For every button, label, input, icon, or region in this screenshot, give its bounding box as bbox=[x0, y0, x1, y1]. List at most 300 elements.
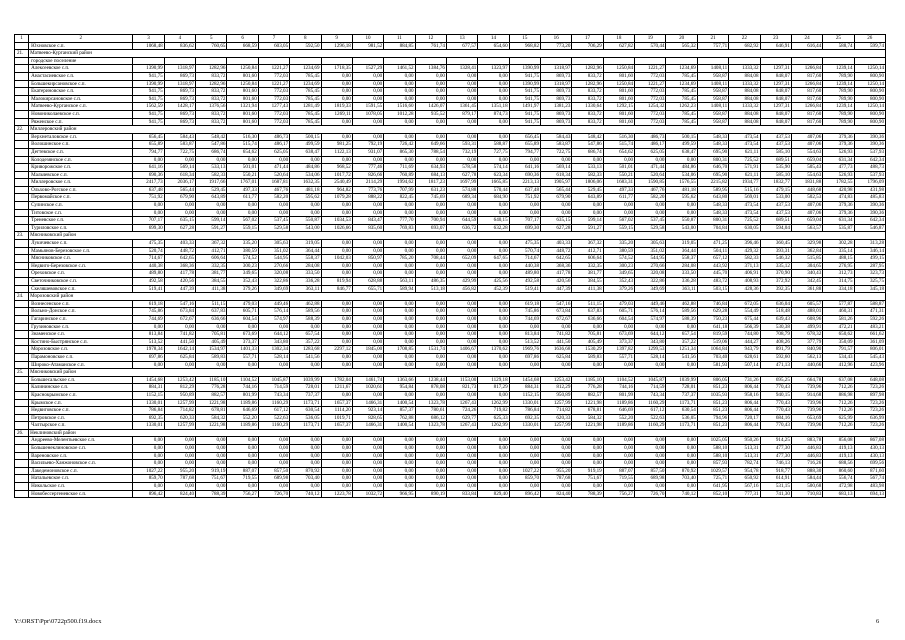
value-cell: 686,12 bbox=[415, 414, 446, 422]
value-cell: 955,20 bbox=[164, 467, 195, 475]
value-cell: 769,83 bbox=[384, 224, 415, 232]
value-cell: 0,00 bbox=[227, 202, 258, 210]
value-cell: 643,80 bbox=[697, 194, 728, 202]
settlement-name: Костино-Быстрянское с.п. bbox=[29, 338, 133, 346]
value-cell: 888,22 bbox=[352, 194, 383, 202]
value-cell: 548,33 bbox=[697, 141, 728, 149]
value-cell: 968,52 bbox=[321, 164, 352, 172]
value-cell: 1516,60 bbox=[384, 103, 415, 111]
value-cell: 516,30 bbox=[603, 133, 634, 141]
value-cell: 588,10 bbox=[697, 445, 728, 453]
row-number-cell bbox=[15, 103, 29, 111]
value-cell: 361,88 bbox=[791, 285, 822, 293]
settlement-name: Юхновское с.п. bbox=[29, 42, 133, 50]
value-cell: 636,99 bbox=[854, 414, 885, 422]
row-number-cell bbox=[15, 490, 29, 498]
value-cell: 857,93 bbox=[697, 460, 728, 468]
value-cell: 1408,11 bbox=[697, 103, 728, 111]
value-cell: 848,07 bbox=[760, 110, 791, 118]
value-cell: 725,52 bbox=[729, 217, 760, 225]
value-cell: 473,54 bbox=[729, 209, 760, 217]
value-cell: 770,43 bbox=[760, 399, 791, 407]
value-cell: 958,87 bbox=[697, 72, 728, 80]
value-cell: 1221,27 bbox=[258, 65, 289, 73]
value-cell: 1576,55 bbox=[666, 179, 697, 187]
value-cell: 1152,15 bbox=[133, 391, 164, 399]
value-cell: 571,91 bbox=[729, 164, 760, 172]
value-cell: 367,32 bbox=[196, 240, 227, 248]
value-cell: 704,84 bbox=[697, 224, 728, 232]
value-cell: 420,98 bbox=[823, 186, 854, 194]
value-cell: 440,38 bbox=[509, 262, 540, 270]
value-cell: 0,00 bbox=[227, 452, 258, 460]
table-row bbox=[15, 490, 886, 498]
value-cell: 425,56 bbox=[478, 278, 509, 286]
value-cell: 0,00 bbox=[384, 437, 415, 445]
value-cell: 869,73 bbox=[541, 110, 572, 118]
value-cell: 0,00 bbox=[478, 72, 509, 80]
value-cell: 712,26 bbox=[823, 384, 854, 392]
value-cell: 887,07 bbox=[227, 467, 258, 475]
value-cell bbox=[133, 57, 164, 65]
value-cell: 567,02 bbox=[603, 217, 634, 225]
value-cell: 1426,07 bbox=[415, 103, 446, 111]
value-cell: 760,65 bbox=[196, 42, 227, 50]
value-cell: 686,74 bbox=[196, 148, 227, 156]
value-cell: 677,57 bbox=[446, 42, 477, 50]
value-cell: 751,92 bbox=[133, 194, 164, 202]
table-row bbox=[15, 278, 886, 286]
value-cell: 0,00 bbox=[635, 361, 666, 369]
value-cell: 0,00 bbox=[352, 331, 383, 339]
value-cell: 484,86 bbox=[290, 164, 321, 172]
value-cell: 0,00 bbox=[384, 262, 415, 270]
value-cell: 0,00 bbox=[384, 452, 415, 460]
value-cell: 0,00 bbox=[352, 338, 383, 346]
value-cell: 801,60 bbox=[227, 118, 258, 126]
value-cell: 1687,81 bbox=[258, 179, 289, 187]
value-cell: 772,03 bbox=[635, 95, 666, 103]
value-cell: 0,00 bbox=[603, 483, 634, 491]
value-cell: 851,23 bbox=[697, 399, 728, 407]
value-cell: 370,90 bbox=[760, 270, 791, 278]
column-number: 24 bbox=[791, 35, 822, 43]
value-cell: 0,00 bbox=[352, 300, 383, 308]
value-cell: 824,40 bbox=[541, 490, 572, 498]
value-cell: 1683,31 bbox=[603, 179, 634, 187]
value-cell: 437,53 bbox=[760, 141, 791, 149]
value-cell: 751,67 bbox=[196, 475, 227, 483]
value-cell: 0,00 bbox=[478, 88, 509, 96]
value-cell: 637,83 bbox=[572, 308, 603, 316]
value-cell: 1401,33 bbox=[227, 346, 258, 354]
table-row bbox=[15, 391, 886, 399]
value-cell: 449,46 bbox=[258, 300, 289, 308]
value-cell: 1328,41 bbox=[446, 65, 477, 73]
value-cell: 0,00 bbox=[384, 483, 415, 491]
value-cell: 0,00 bbox=[446, 483, 477, 491]
value-cell: 0,00 bbox=[478, 300, 509, 308]
value-cell: 744,69 bbox=[133, 315, 164, 323]
value-cell: 800,90 bbox=[854, 72, 885, 80]
value-cell: 0,00 bbox=[352, 262, 383, 270]
value-cell: 919,19 bbox=[196, 467, 227, 475]
value-cell: 835,60 bbox=[352, 224, 383, 232]
value-cell: 1250,84 bbox=[603, 65, 634, 73]
value-cell: 785,45 bbox=[666, 110, 697, 118]
value-cell: 703,40 bbox=[290, 475, 321, 483]
value-cell: 623,34 bbox=[478, 171, 509, 179]
value-cell: 0,00 bbox=[415, 315, 446, 323]
value-cell: 529,45 bbox=[572, 186, 603, 194]
value-cell: 785,45 bbox=[290, 88, 321, 96]
value-cell: 582,33 bbox=[729, 255, 760, 263]
value-cell: 0,00 bbox=[133, 209, 164, 217]
value-cell: 788,54 bbox=[415, 148, 446, 156]
value-cell: 1257,99 bbox=[541, 422, 572, 430]
value-cell: 0,00 bbox=[478, 270, 509, 278]
settlement-name: Мамьянов-Березовское с.п. bbox=[29, 247, 133, 255]
table-row bbox=[15, 80, 886, 88]
value-cell: 1782,55 bbox=[823, 179, 854, 187]
value-cell: 1034,53 bbox=[321, 217, 352, 225]
value-cell: 429,32 bbox=[729, 247, 760, 255]
value-cell: 519,41 bbox=[509, 285, 540, 293]
value-cell: 0,00 bbox=[133, 202, 164, 210]
value-cell: 0,00 bbox=[478, 331, 509, 339]
column-number: 23 bbox=[760, 35, 791, 43]
value-cell: 0,00 bbox=[384, 331, 415, 339]
row-number-cell bbox=[15, 452, 29, 460]
value-cell: 390,36 bbox=[854, 133, 885, 141]
value-cell: 342,45 bbox=[791, 278, 822, 286]
value-cell: 761,74 bbox=[415, 42, 446, 50]
value-cell bbox=[854, 57, 885, 65]
value-cell: 636,66 bbox=[572, 315, 603, 323]
row-number-cell bbox=[15, 148, 29, 156]
value-cell: 0,00 bbox=[384, 95, 415, 103]
value-cell: 1406,67 bbox=[446, 346, 477, 354]
district-header-row bbox=[15, 293, 886, 301]
value-cell: 604,54 bbox=[603, 315, 634, 323]
value-cell: 833,72 bbox=[196, 118, 227, 126]
value-cell: 0,00 bbox=[478, 338, 509, 346]
value-cell: 1239,14 bbox=[823, 80, 854, 88]
value-cell: 1239,14 bbox=[823, 65, 854, 73]
value-cell: 529,58 bbox=[635, 224, 666, 232]
value-cell: 707,99 bbox=[384, 186, 415, 194]
value-cell: 1045,87 bbox=[258, 376, 289, 384]
value-cell: 1318,97 bbox=[164, 65, 195, 73]
value-cell: 637,48 bbox=[133, 186, 164, 194]
value-cell: 0,00 bbox=[384, 247, 415, 255]
value-cell: 1160,29 bbox=[635, 399, 666, 407]
value-cell: 0,00 bbox=[352, 460, 383, 468]
value-cell: 484,86 bbox=[666, 164, 697, 172]
value-cell: 848,07 bbox=[760, 88, 791, 96]
value-cell: 407,06 bbox=[791, 141, 822, 149]
value-cell: 0,00 bbox=[446, 88, 477, 96]
value-cell: 0,00 bbox=[164, 361, 195, 369]
row-number-cell bbox=[15, 285, 29, 293]
value-cell: 714,67 bbox=[133, 255, 164, 263]
value-cell: 631,34 bbox=[823, 217, 854, 225]
value-cell: 0,00 bbox=[258, 460, 289, 468]
value-cell: 541,56 bbox=[290, 353, 321, 361]
value-cell: 500,15 bbox=[666, 133, 697, 141]
value-cell: 0,00 bbox=[603, 452, 634, 460]
value-cell: 1297,31 bbox=[760, 80, 791, 88]
value-cell: 584,32 bbox=[196, 414, 227, 422]
value-cell: 565,44 bbox=[164, 186, 195, 194]
table-row bbox=[15, 133, 886, 141]
value-cell: 312,73 bbox=[823, 270, 854, 278]
value-cell: 479,03 bbox=[603, 300, 634, 308]
value-cell: 641,16 bbox=[509, 164, 540, 172]
value-cell: 0,00 bbox=[164, 452, 195, 460]
value-cell: 697,86 bbox=[509, 353, 540, 361]
value-cell: 726,42 bbox=[384, 141, 415, 149]
value-cell: 452,39 bbox=[478, 285, 509, 293]
value-cell: 787,68 bbox=[541, 475, 572, 483]
row-number-cell bbox=[15, 65, 29, 73]
value-cell: 817,60 bbox=[791, 72, 822, 80]
value-cell: 0,00 bbox=[352, 323, 383, 331]
column-number: 12 bbox=[415, 35, 446, 43]
value-cell: 0,00 bbox=[541, 202, 572, 210]
value-cell: 647,65 bbox=[478, 255, 509, 263]
value-cell: 705,81 bbox=[572, 331, 603, 339]
value-cell: 788,39 bbox=[572, 490, 603, 498]
value-cell: 833,72 bbox=[196, 88, 227, 96]
value-cell: 0,00 bbox=[446, 445, 477, 453]
value-cell: 0,00 bbox=[321, 323, 352, 331]
value-cell: 1221,27 bbox=[635, 80, 666, 88]
value-cell: 1064,84 bbox=[697, 346, 728, 354]
value-cell: 377,79 bbox=[791, 338, 822, 346]
value-cell: 588,10 bbox=[697, 452, 728, 460]
value-cell: 1333,32 bbox=[729, 65, 760, 73]
value-cell: 0,00 bbox=[415, 118, 446, 126]
value-cell: 547,86 bbox=[572, 141, 603, 149]
value-cell bbox=[478, 57, 509, 65]
value-cell: 0,00 bbox=[446, 315, 477, 323]
value-cell: 528,14 bbox=[635, 353, 666, 361]
value-cell: 0,00 bbox=[478, 323, 509, 331]
value-cell: 1832,77 bbox=[760, 179, 791, 187]
value-cell: 1234,69 bbox=[290, 80, 321, 88]
value-cell: 594,04 bbox=[760, 224, 791, 232]
value-cell: 785,45 bbox=[290, 72, 321, 80]
table-row bbox=[15, 164, 886, 172]
value-cell: 789,90 bbox=[823, 88, 854, 96]
value-cell: 1267,43 bbox=[446, 399, 477, 407]
value-cell: 1153,00 bbox=[446, 376, 477, 384]
column-number: 17 bbox=[572, 35, 603, 43]
value-cell: 1160,29 bbox=[258, 399, 289, 407]
district-header-row bbox=[15, 429, 886, 437]
value-cell: 349,69 bbox=[258, 285, 289, 293]
value-cell: 333,50 bbox=[666, 270, 697, 278]
value-cell: 420,56 bbox=[541, 278, 572, 286]
value-cell: 723,26 bbox=[854, 407, 885, 415]
value-cell: 0,00 bbox=[196, 323, 227, 331]
value-cell: 964,82 bbox=[321, 186, 352, 194]
value-cell: 0,00 bbox=[478, 118, 509, 126]
value-cell: 757,71 bbox=[697, 42, 728, 50]
value-cell: 0,00 bbox=[446, 308, 477, 316]
value-cell: 822,45 bbox=[384, 194, 415, 202]
value-cell: 569,01 bbox=[729, 194, 760, 202]
value-cell: 744,16 bbox=[603, 384, 634, 392]
value-cell: 583,87 bbox=[164, 141, 195, 149]
value-cell: 467,76 bbox=[258, 186, 289, 194]
value-cell: 1370,62 bbox=[478, 346, 509, 354]
value-cell: 0,00 bbox=[415, 460, 446, 468]
value-cell: 833,72 bbox=[572, 118, 603, 126]
column-number: 9 bbox=[321, 35, 352, 43]
value-cell: 489,80 bbox=[133, 270, 164, 278]
value-cell: 603,05 bbox=[258, 42, 289, 50]
value-cell: 888,30 bbox=[791, 467, 822, 475]
value-cell: 345,18 bbox=[854, 285, 885, 293]
value-cell: 833,72 bbox=[196, 72, 227, 80]
table-row bbox=[15, 240, 886, 248]
value-cell: 632,28 bbox=[478, 224, 509, 232]
row-number-cell bbox=[15, 270, 29, 278]
row-number-cell bbox=[15, 278, 29, 286]
value-cell: 871,60 bbox=[854, 467, 885, 475]
value-cell: 0,00 bbox=[509, 437, 540, 445]
row-number-cell bbox=[15, 118, 29, 126]
row-number-cell bbox=[15, 42, 29, 50]
value-cell: 0,00 bbox=[603, 202, 634, 210]
value-cell: 412,71 bbox=[196, 247, 227, 255]
value-cell: 789,90 bbox=[823, 72, 854, 80]
district-header-row bbox=[15, 369, 886, 377]
value-cell: 314,75 bbox=[823, 278, 854, 286]
value-cell: 636,04 bbox=[760, 300, 791, 308]
value-cell: 1330,64 bbox=[572, 103, 603, 111]
value-cell: 833,72 bbox=[572, 72, 603, 80]
value-cell: 642,34 bbox=[854, 156, 885, 164]
value-cell: 471,13 bbox=[760, 361, 791, 369]
value-cell: 550,87 bbox=[666, 217, 697, 225]
value-cell: 0,00 bbox=[196, 202, 227, 210]
value-cell: 914,25 bbox=[760, 437, 791, 445]
value-cell: 772,03 bbox=[258, 88, 289, 96]
value-cell: 833,72 bbox=[572, 110, 603, 118]
value-cell: 0,00 bbox=[572, 483, 603, 491]
value-cell: 0,00 bbox=[509, 156, 540, 164]
value-cell: 335,20 bbox=[603, 240, 634, 248]
value-cell: 777,46 bbox=[352, 164, 383, 172]
value-cell: 1817,23 bbox=[415, 179, 446, 187]
value-cell: 722,75 bbox=[164, 148, 195, 156]
value-cell: 0,00 bbox=[133, 437, 164, 445]
value-cell: 1590,85 bbox=[635, 179, 666, 187]
value-cell: 1330,01 bbox=[509, 422, 540, 430]
value-cell: 0,00 bbox=[509, 445, 540, 453]
value-cell: 0,00 bbox=[258, 202, 289, 210]
value-cell: 471,44 bbox=[258, 164, 289, 172]
value-cell: 0,00 bbox=[541, 209, 572, 217]
value-cell: 403,33 bbox=[164, 240, 195, 248]
value-cell: 1221,98 bbox=[572, 399, 603, 407]
value-cell: 390,36 bbox=[854, 141, 885, 149]
value-cell: 672,05 bbox=[729, 300, 760, 308]
settlement-name: Новониколаевское с.п. bbox=[29, 110, 133, 118]
settlement-name: Дегтевское с.п. bbox=[29, 148, 133, 156]
value-cell: 380,59 bbox=[603, 247, 634, 255]
district-number: 26. bbox=[15, 429, 29, 437]
value-cell: 0,00 bbox=[290, 483, 321, 491]
district-header-row bbox=[15, 232, 886, 240]
value-cell: 777,31 bbox=[729, 490, 760, 498]
settlement-name: Алексеевское с.п. bbox=[29, 65, 133, 73]
value-cell: 1708,85 bbox=[384, 346, 415, 354]
value-cell: 785,45 bbox=[290, 95, 321, 103]
value-cell: 0,00 bbox=[572, 460, 603, 468]
value-cell: 1122,13 bbox=[321, 148, 352, 156]
value-cell: 0,00 bbox=[227, 209, 258, 217]
value-cell: 654,62 bbox=[603, 148, 634, 156]
value-cell: 0,00 bbox=[290, 437, 321, 445]
table-row bbox=[15, 57, 886, 65]
table-row bbox=[15, 346, 886, 354]
district-name: Неклиновский район bbox=[29, 429, 886, 437]
value-cell: 884,08 bbox=[729, 72, 760, 80]
value-cell: 604,54 bbox=[227, 315, 258, 323]
value-cell: 673,84 bbox=[541, 308, 572, 316]
value-cell: 584,43 bbox=[541, 133, 572, 141]
value-cell: 0,00 bbox=[415, 452, 446, 460]
value-cell: 574,97 bbox=[635, 315, 666, 323]
value-cell: 812,29 bbox=[541, 384, 572, 392]
value-cell: 535,90 bbox=[760, 164, 791, 172]
value-cell: 887,07 bbox=[603, 467, 634, 475]
row-number-cell bbox=[15, 80, 29, 88]
value-cell: 0,00 bbox=[321, 452, 352, 460]
value-cell: 0,00 bbox=[572, 202, 603, 210]
value-cell: 492,58 bbox=[509, 278, 540, 286]
value-cell: 0,00 bbox=[415, 338, 446, 346]
value-cell: 785,45 bbox=[666, 72, 697, 80]
settlement-name: Широко-Атаманское с.п. bbox=[29, 361, 133, 369]
settlement-name: Ореховское с.п. bbox=[29, 270, 133, 278]
value-cell: 1466,31 bbox=[352, 422, 383, 430]
value-cell: 515,16 bbox=[729, 186, 760, 194]
value-cell: 479,03 bbox=[227, 300, 258, 308]
value-cell: 813,84 bbox=[509, 331, 540, 339]
value-cell: 574,88 bbox=[446, 186, 477, 194]
value-cell: 407,06 bbox=[791, 133, 822, 141]
value-cell: 379,36 bbox=[823, 202, 854, 210]
value-cell: 789,90 bbox=[823, 118, 854, 126]
value-cell: 627,28 bbox=[164, 224, 195, 232]
value-cell: 1221,98 bbox=[196, 422, 227, 430]
value-cell: 0,00 bbox=[352, 315, 383, 323]
value-cell: 750,23 bbox=[697, 315, 728, 323]
value-cell: 682,92 bbox=[729, 42, 760, 50]
value-cell: 488,01 bbox=[791, 308, 822, 316]
value-cell: 405,49 bbox=[572, 338, 603, 346]
value-cell: 0,00 bbox=[415, 300, 446, 308]
value-cell: 0,00 bbox=[258, 323, 289, 331]
value-cell: 884,08 bbox=[729, 95, 760, 103]
value-cell: 675,44 bbox=[729, 315, 760, 323]
value-cell: 638,47 bbox=[290, 148, 321, 156]
